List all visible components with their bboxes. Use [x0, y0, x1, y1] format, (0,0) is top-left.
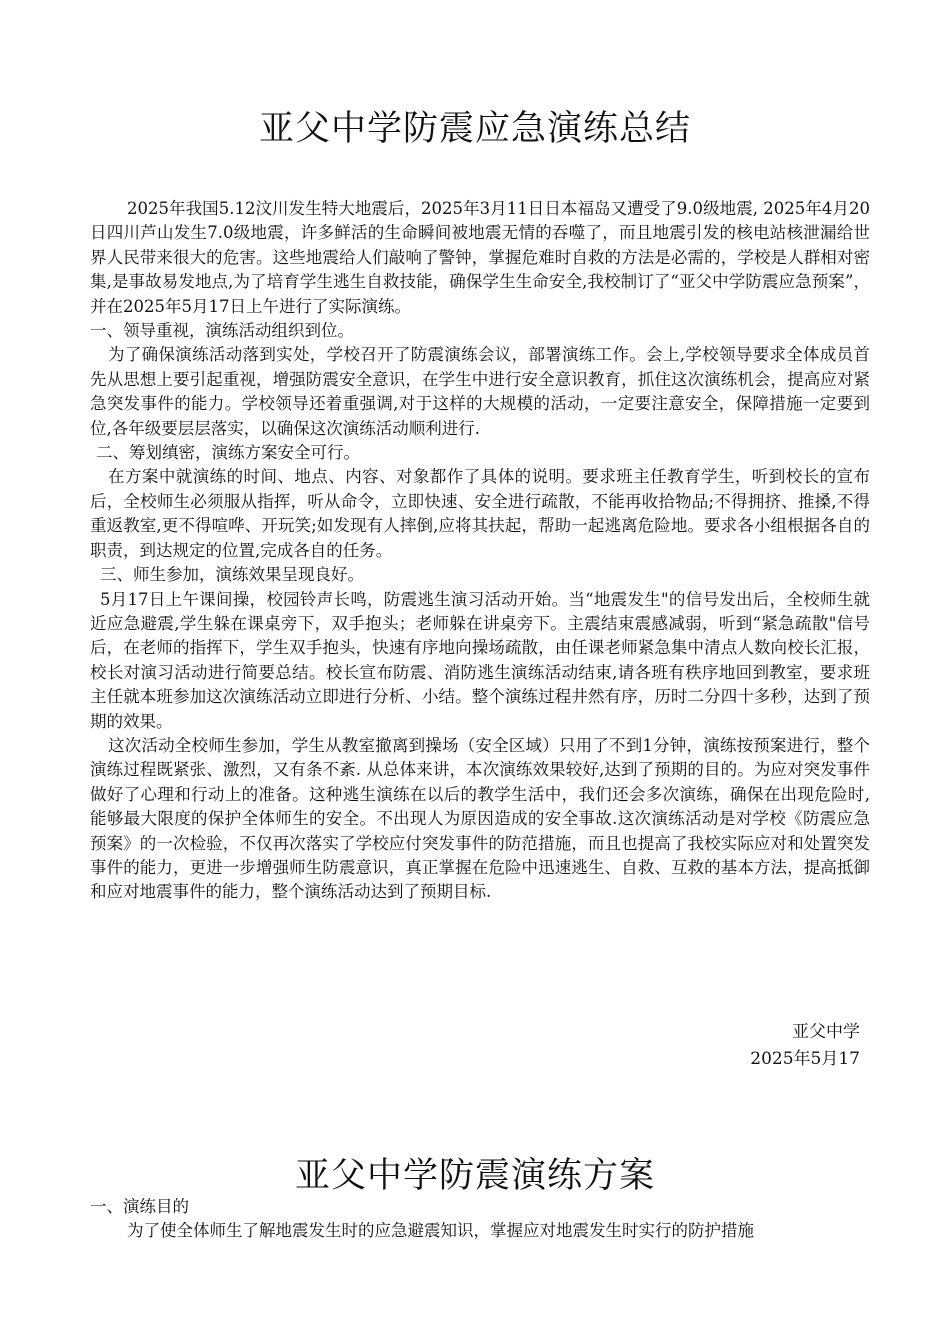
heading-section-1: 一、领导重视，演练活动组织到位。 — [90, 321, 354, 341]
signature-block — [750, 1019, 860, 1073]
paragraph-section-1: 为了确保演练活动落到实处，学校召开了防震演练会议，部署演练工作。会上,学校领导要求全体成员首先从思想上要引起重视，增强防震安全意识，在学生中进行安全意识教育，抓住这次演练机会，提高应对紧急突发事件的能力。学校领导还着重强调,对于这样的大规模的活动，一定要注意安全，保障措施一定要到位,各年级要层层落实，以确保这次演练活动顺利进行. — [90, 345, 870, 438]
section-2-paragraph: 为了使全体师生了解地震发生时的应急避震知识，掌握应对地震发生时实行的防护措施 — [127, 1221, 754, 1240]
signature-org: 亚父中学 — [792, 1022, 860, 1042]
paragraph-section-2: 在方案中就演练的时间、地点、内容、对象都作了具体的说明。要求班主任教育学生，听到校长的宣布后，全校师生必须服从指挥，听从命令，立即快速、安全进行疏散，不能再收拾物品;不得拥挤、推搡,不得重返教室,更不得喧哗、开玩笑;如发现有人摔倒,应将其扶起，帮助一起逃离危险地。要求各小组根据各自的职责，到达规定的位置,完成各自的任务。 — [90, 467, 870, 560]
heading-section-2: 二、筹划缜密，演练方案安全可行。 — [96, 443, 360, 463]
document-title-2: 亚父中学防震演练方案 — [294, 1156, 655, 1196]
document-title: 亚父中学防震应急演练总结 — [258, 109, 691, 149]
heading-section-3: 三、师生参加，演练效果呈现良好。 — [100, 565, 364, 585]
paragraph-section-3: 5月17日上午课间操，校园铃声长鸣，防震逃生演习活动开始。当“地震发生"的信号发出后，全校师生就近应急避震,学生躲在课桌旁下，双手抱头；老师躲在讲桌旁下。主震结束震感减弱，听到“紧急疏散"信号后，在老师的指挥下，学生双手抱头，快速有序地向操场疏散，由任课老师紧急集中清点人数向校长汇报，校长对演习活动进行简要总结。校长宣布防震、消防逃生演练活动结束,请各班有秩序地回到教室，要求班主任就本班参加这次演练活动立即进行分析、小结。整个演练过程井然有序，历时二分四十多秒，达到了预期的效果。 — [90, 589, 870, 731]
section-2-heading: 一、演练目的 — [90, 1197, 189, 1216]
paragraph-intro: 2025年我国5.12汶川发生特大地震后，2025年3月11日日本福岛又遭受了9.0级地震, 2025年4月20日四川芦山发生7.0级地震，许多鲜活的生命瞬间被地震无情的吞噬了，而且地震引发的核电站核泄漏给世界人民带来很大的危害。这些地震给人们敲响了警钟，掌握危难时自救的方法是必需的，学校是人群相对密集,是事故易发地点,为了培育学生逃生自救技能，确保学生生命安全,我校制订了“亚父中学防震应急预案”，并在2025年5月17日上午进行了实际演练。 — [90, 199, 870, 316]
document-body — [90, 197, 870, 905]
section-2-body — [90, 1195, 870, 1243]
signature-date: 2025年5月17 — [750, 1049, 860, 1069]
paragraph-conclusion: 这次活动全校师生参加，学生从教室撤离到操场（安全区域）只用了不到1分钟，演练按预案进行，整个演练过程既紧张、激烈，又有条不紊. 从总体来讲，本次演练效果较好,达到了预期的目的。为应对突发事件做好了心理和行动上的准备。这种逃生演练在以后的教学生活中，我们还会多次演练，确保在出现危险时,能够最大限度的保护全体师生的安全。不出现人为原因造成的安全事故.这次演练活动是对学校《防震应急预案》的一次检验，不仅再次落实了学校应付突发事件的防范措施，而且也提高了我校实际应对和处置突发事件的能力，更进一步增强师生防震意识，真正掌握在危险中迅速逃生、自救、互救的基本方法，提高抵御和应对地震事件的能力，整个演练活动达到了预期目标. — [90, 735, 870, 902]
